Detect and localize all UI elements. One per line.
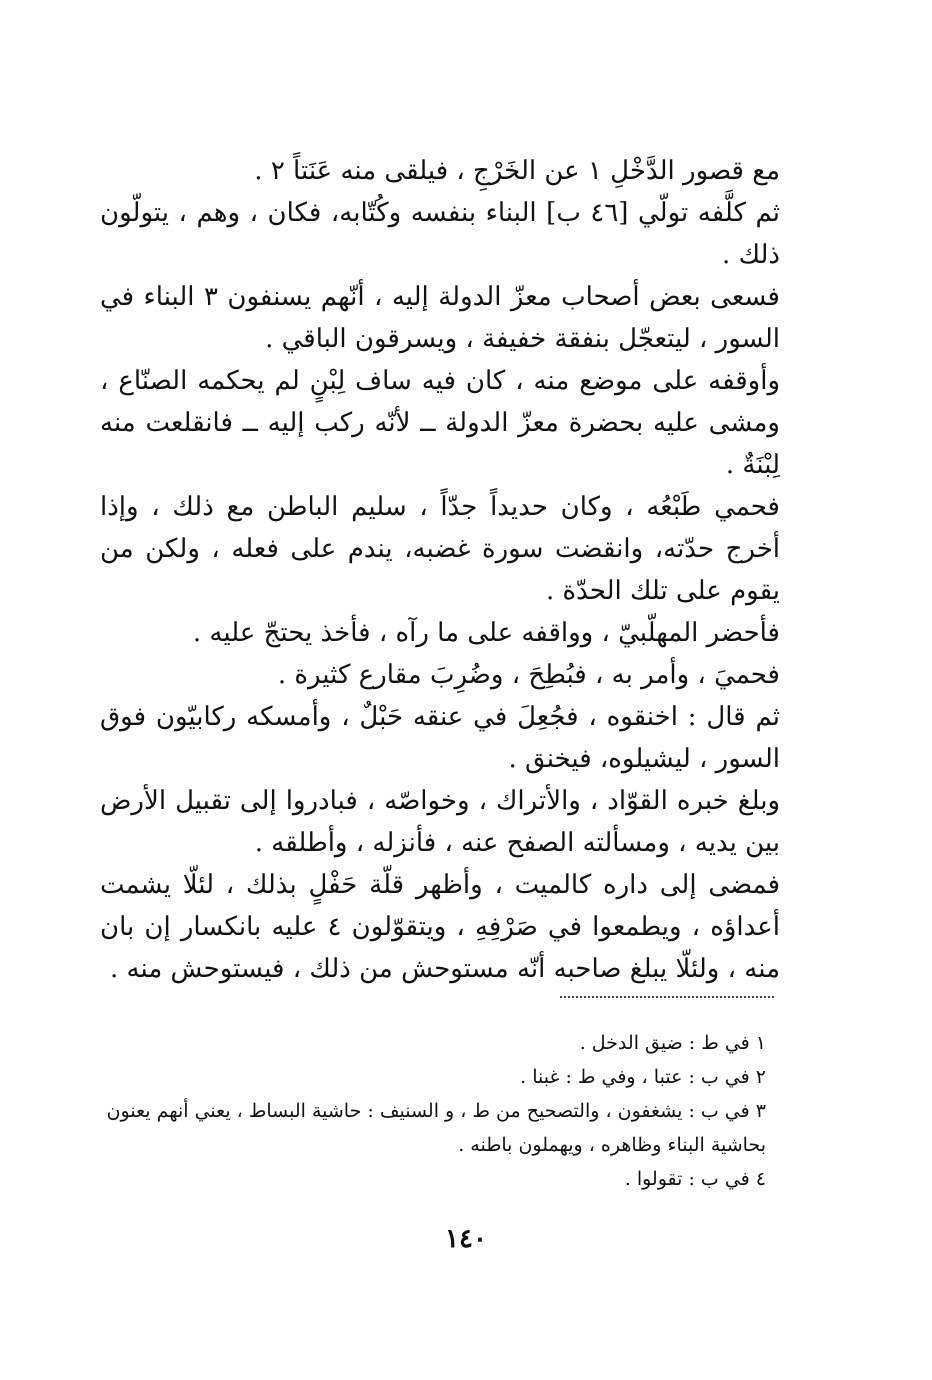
- paragraph-9: وبلغ خبره القوّاد ، والأتراك ، وخواصّه ، فبادروا إلى تقبيل الأرض بين يديه ، ومسألته الصفح عنه ، فأنزله ، وأطلقه .: [100, 786, 780, 858]
- paragraph-10: فمضى إلى داره كالميت ، وأظهر قلّة حَفْلٍ بذلك ، لئلّا يشمت أعداؤه ، ويطمعوا في صَرْفِهِ ، ويتقوّلون ٤ عليه بانكسار إن بان منه ، ولئلّا يبلغ صاحبه أنّه مستوحش من ذلك ، فيستوحش منه .: [100, 870, 780, 984]
- footnote-2: ٢ في ب : عتبا ، وفي ط : غبنا .: [520, 1066, 766, 1088]
- paragraph-1: مع قصور الدَّخْلِ ١ عن الخَرْجِ ، فيلقى منه عَنَتاً ٢ .: [254, 156, 780, 186]
- footnote-3: ٣ في ب : يشغفون ، والتصحيح من ط ، و السنيف : حاشية البساط ، يعني أنهم يعنون بحاشية البناء وظاهره ، ويهملون باطنه .: [106, 1100, 766, 1156]
- paragraph-4: وأوقفه على موضع منه ، كان فيه ساف لِبْنٍ لم يحكمه الصنّاع ، ومشى عليه بحضرة معزّ الدولة ــ لأنّه ركب إليه ــ فانقلعت منه لِبْنَةٌ .: [100, 366, 780, 480]
- paragraph-3: فسعى بعض أصحاب معزّ الدولة إليه ، أنّهم يسنفون ٣ البناء في السور ، ليتعجّل بنفقة خفيفة ، ويسرقون الباقي .: [100, 282, 780, 354]
- main-text: [100, 150, 780, 990]
- paragraph-8: ثم قال : اخنقوه ، فجُعِلَ في عنقه حَبْلٌ ، وأمسكه ركابيّون فوق السور ، ليشيلوه، فيخنق .: [100, 702, 780, 774]
- footnotes: [100, 1026, 780, 1196]
- paragraph-7: فحميَ ، وأمر به ، فبُطِحَ ، وضُرِبَ مقارع كثيرة .: [277, 660, 780, 690]
- footnote-4: ٤ في ب : تقولوا .: [624, 1168, 766, 1190]
- footnote-1: ١ في ط : ضيق الدخل .: [579, 1032, 766, 1054]
- page-number: ١٤٠: [445, 1224, 487, 1254]
- paragraph-5: فحمي طَبْعُه ، وكان حديداً جدّاً ، سليم الباطن مع ذلك ، وإذا أخرج حدّته، وانقضت سورة غضبه، يندم على فعله ، ولكن من يقوم على تلك الحدّة .: [100, 492, 780, 606]
- footnote-separator: [560, 996, 774, 998]
- paragraph-6: فأحضر المهلّبيّ ، وواقفه على ما رآه ، فأخذ يحتجّ عليه .: [192, 618, 780, 648]
- paragraph-2: ثم كلَّفه تولّي [٤٦ ب] البناء بنفسه وكُتّابه، فكان ، وهم ، يتولّون ذلك .: [100, 198, 780, 270]
